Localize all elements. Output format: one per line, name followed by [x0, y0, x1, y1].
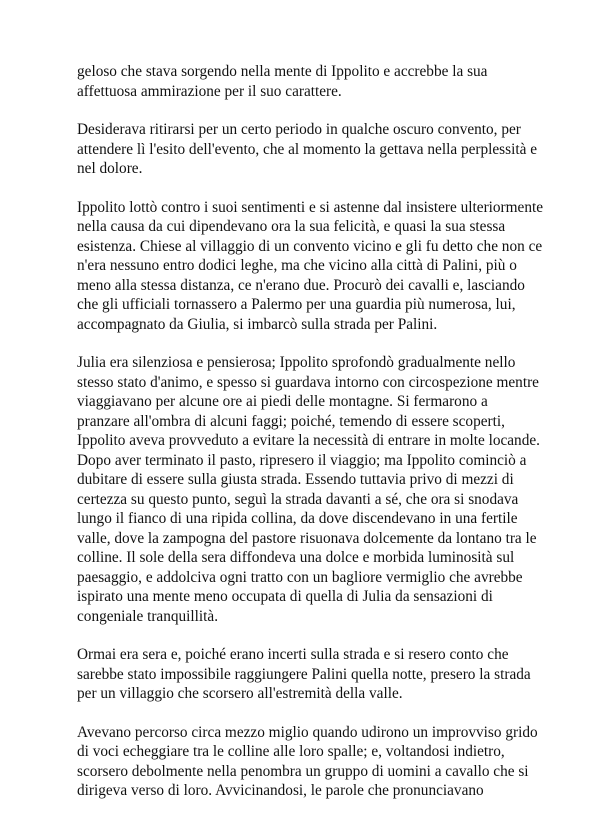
- text-line: pranzare all'ombra di alcuni faggi; poiché, temendo di essere scoperti,: [77, 412, 505, 430]
- text-line: stesso stato d'animo, e spesso si guardava intorno con circospezione mentre: [77, 373, 539, 391]
- text-line: dirigeva verso di loro. Avvicinandosi, le parole che pronunciavano: [77, 782, 484, 799]
- text-line: certezza su questo punto, seguì la strada davanti a sé, che ora si snodava: [77, 490, 519, 508]
- text-line: scorsero debolmente nella penombra un gruppo di uomini a cavallo che si: [77, 762, 529, 780]
- text-line: sarebbe stato impossibile raggiungere Palini quella notte, presero la strada: [77, 665, 531, 683]
- text-line: Avevano percorso circa mezzo miglio quando udirono un improvviso grido: [77, 723, 538, 741]
- text-line: accompagnato da Giulia, si imbarcò sulla strada per Palini.: [77, 315, 438, 333]
- paragraph-6: [77, 723, 547, 801]
- text-line: Ippolito lottò contro i suoi sentimenti e si astenne dal insistere ulteriormente: [77, 198, 544, 216]
- text-line: ispirato una mente meno occupata di quella di Julia da sensazioni di: [77, 588, 493, 605]
- text-line: attendere lì l'esito dell'evento, che al momento la gettava nella perplessità e: [77, 140, 537, 158]
- text-line: Dopo aver terminato il pasto, ripresero il viaggio; ma Ippolito cominciò a: [77, 451, 527, 469]
- text-line: valle, dove la zampogna del pastore risuonava dolcemente da lontano tra le: [77, 529, 537, 547]
- text-line: nella causa da cui dipendevano ora la sua felicità, e quasi la sua stessa: [77, 218, 506, 235]
- document-page: [77, 62, 547, 820]
- paragraph-4: [77, 353, 547, 626]
- text-line: Desiderava ritirarsi per un certo periodo in qualche oscuro convento, per: [77, 121, 521, 138]
- text-line: n'era nessuno entro dodici leghe, ma che vicino alla città di Palini, più o: [77, 257, 517, 274]
- text-line: per un villaggio che scorsero all'estremità della valle.: [77, 685, 403, 702]
- text-line: dubitare di essere sulla giusta strada. Essendo tuttavia privo di mezzi di: [77, 471, 514, 488]
- text-line: di voci echeggiare tra le colline alle loro spalle; e, voltandosi indietro,: [77, 743, 505, 760]
- paragraph-2: [77, 120, 547, 179]
- text-line: colline. Il sole della sera diffondeva una dolce e morbida luminosità sul: [77, 549, 515, 566]
- text-line: Ippolito aveva provveduto a evitare la necessità di entrare in molte locande.: [77, 432, 540, 449]
- text-line: Julia era silenziosa e pensierosa; Ippolito sprofondò gradualmente nello: [77, 354, 516, 371]
- text-line: paesaggio, e addolciva ogni tratto con un bagliore vermiglio che avrebbe: [77, 568, 523, 586]
- text-line: congeniale tranquillità.: [77, 607, 219, 625]
- text-line: Ormai era sera e, poiché erano incerti sulla strada e si resero conto che: [77, 646, 509, 663]
- paragraph-1: [77, 62, 547, 101]
- text-line: meno alla stessa distanza, ce n'erano due. Procurò dei cavalli e, lasciando: [77, 276, 525, 294]
- paragraph-5: [77, 645, 547, 704]
- text-line: esistenza. Chiese al villaggio di un convento vicino e gli fu detto che non ce: [77, 237, 543, 255]
- text-line: affettuosa ammirazione per il suo carattere.: [77, 82, 342, 100]
- text-line: che gli ufficiali tornassero a Palermo per una guardia più numerosa, lui,: [77, 296, 516, 313]
- text-line: lungo il fianco di una ripida collina, da dove discendevano in una fertile: [77, 510, 518, 527]
- paragraph-3: [77, 198, 547, 335]
- text-line: geloso che stava sorgendo nella mente di Ippolito e accrebbe la sua: [77, 63, 488, 80]
- text-line: nel dolore.: [77, 160, 143, 177]
- text-line: viaggiavano per alcune ore ai piedi delle montagne. Si fermarono a: [77, 393, 488, 410]
